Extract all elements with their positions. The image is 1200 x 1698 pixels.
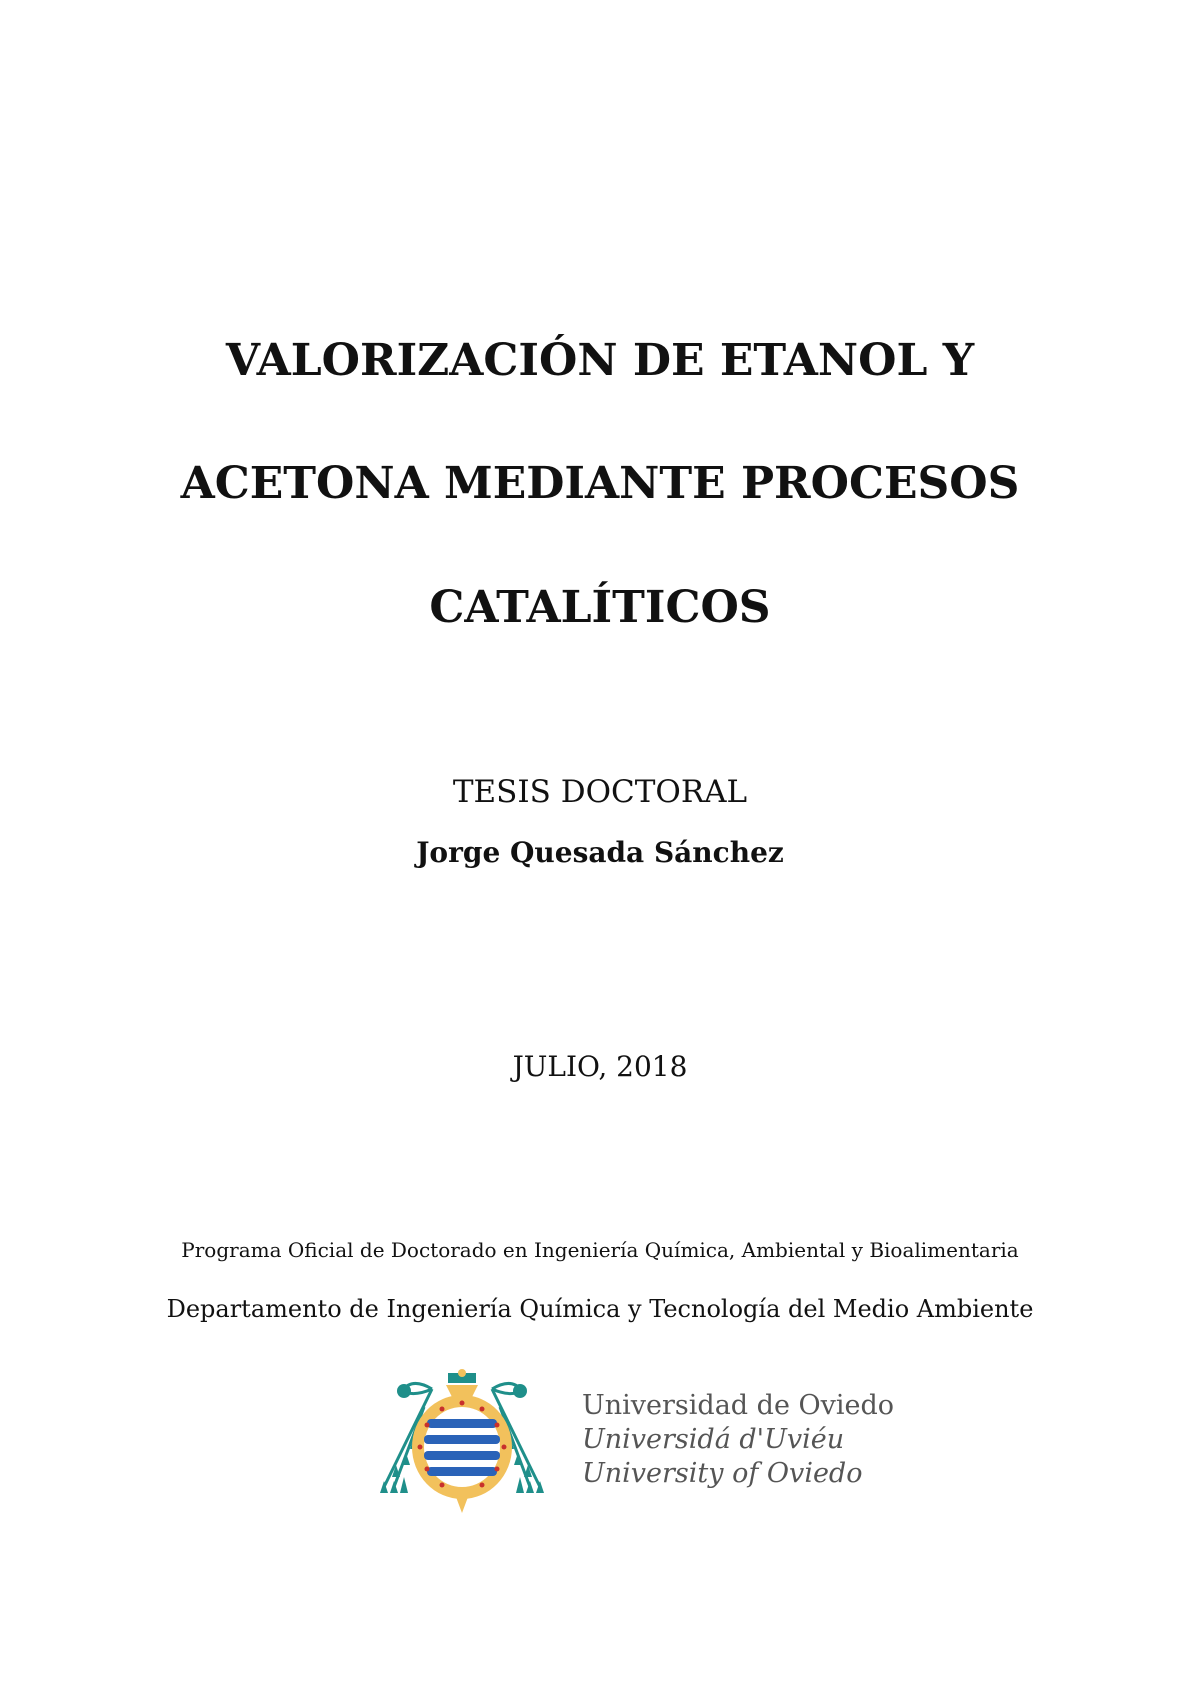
university-name-spanish: Universidad de Oviedo: [582, 1390, 895, 1421]
university-name-english: University of Oviedo: [582, 1458, 863, 1489]
title-line-2: ACETONA MEDIANTE PROCESOS: [180, 458, 1020, 509]
department-name: Departamento de Ingeniería Química y Tecnología del Medio Ambiente: [166, 1295, 1034, 1323]
university-name-asturian: Universidá d'Uviéu: [582, 1424, 845, 1455]
university-names: [582, 1389, 894, 1491]
title-line-1: VALORIZACIÓN DE ETANOL Y: [225, 335, 975, 386]
title-line-3: CATALÍTICOS: [429, 582, 771, 633]
university-seal-icon: [372, 1367, 552, 1517]
author-name: Jorge Quesada Sánchez: [416, 836, 784, 869]
document-type: TESIS DOCTORAL: [452, 774, 748, 810]
doctoral-program: Programa Oficial de Doctorado en Ingeniería Química, Ambiental y Bioalimentaria: [181, 1238, 1019, 1262]
university-logo: [372, 1367, 895, 1517]
thesis-date: JULIO, 2018: [512, 1050, 688, 1083]
